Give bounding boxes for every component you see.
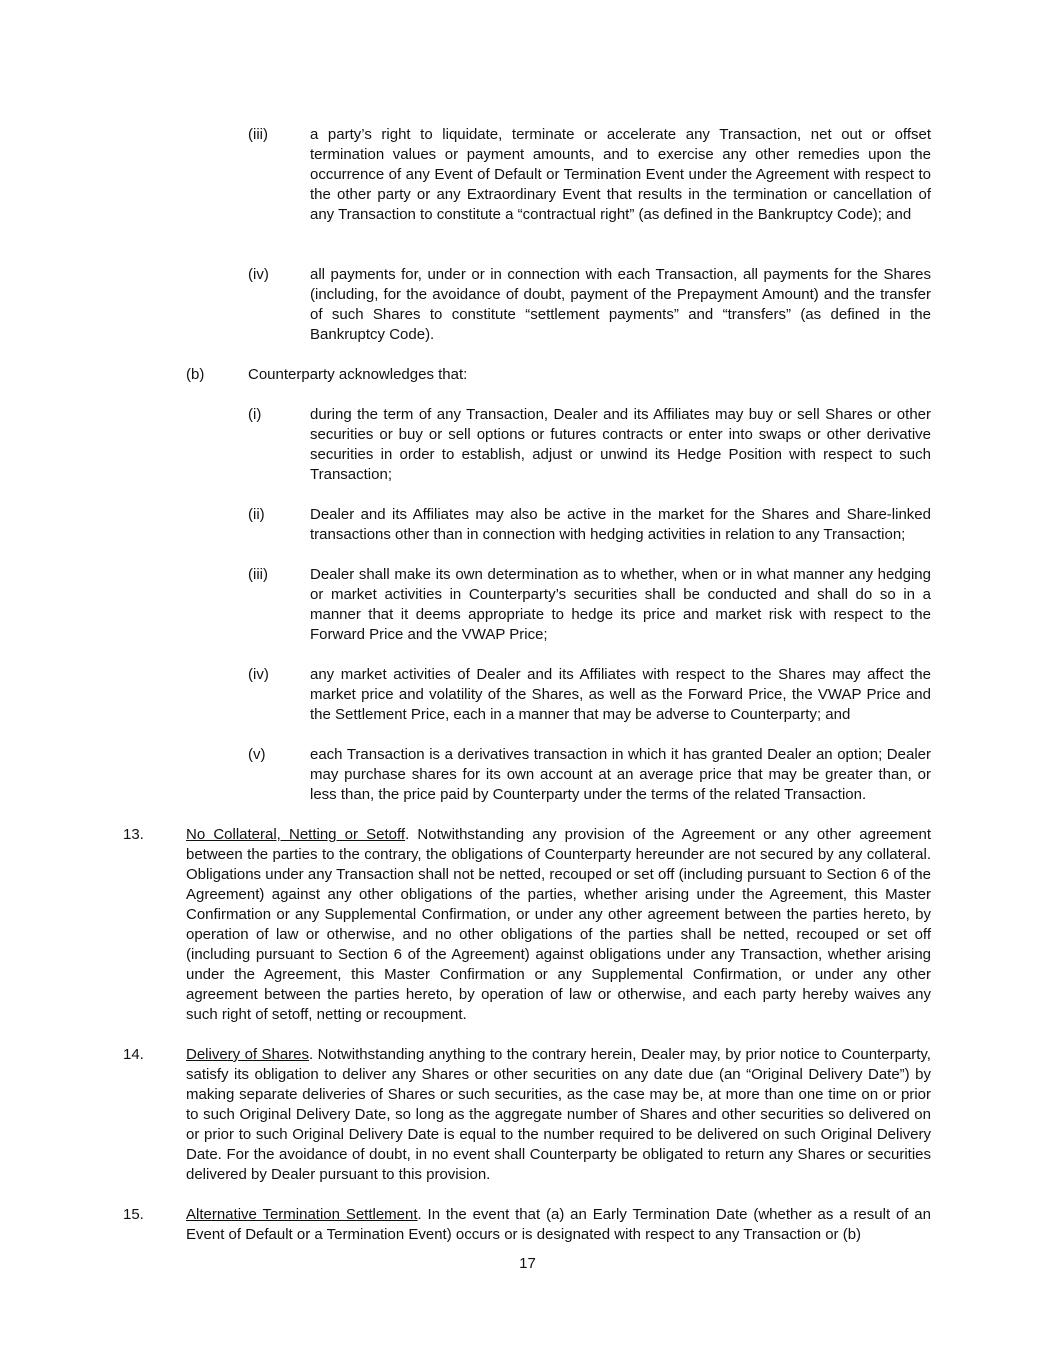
clause-12b-iii bbox=[248, 565, 931, 645]
clause-text: each Transaction is a derivatives transaction in which it has granted Dealer an option; Dealer may purchase shares for its own account at an average price that may be greater than, or less than, the price paid by Counterparty under the terms of the related Transaction. bbox=[310, 746, 931, 803]
clause-12b-iv bbox=[248, 665, 931, 725]
clause-text: Dealer and its Affiliates may also be active in the market for the Shares and Share-linked transactions other than in connection with hedging activities in relation to any Transaction; bbox=[310, 506, 931, 543]
clause-marker: (iii) bbox=[248, 126, 268, 143]
clause-12b-i bbox=[248, 405, 931, 485]
section-body-block bbox=[186, 1045, 931, 1185]
section-heading: Alternative Termination Settlement bbox=[186, 1206, 418, 1223]
clause-12b-v bbox=[248, 745, 931, 805]
clause-text: any market activities of Dealer and its Affiliates with respect to the Shares may affect the market price and volatility of the Shares, as well as the Forward Price, the VWAP Price and the Settlement Price, each in a manner that may be adverse to Counterparty; and bbox=[310, 666, 931, 723]
section-body-block bbox=[186, 1205, 931, 1245]
section-body: . Notwithstanding any provision of the Agreement or any other agreement between the parties to the contrary, the obligations of Counterparty hereunder are not secured by any collateral. Obligations under any Transaction shall not be netted, recouped or set off (including pursuant to Section 6 of the Agreement) against any other obligations of the parties, whether arising under the Agreement, this Master Confirmation or any Supplemental Confirmation, or under any other agreement between the parties hereto, by operation of law or otherwise, and no other obligations of the parties shall be netted, recouped or set off (including pursuant to Section 6 of the Agreement) against obligations under any Transaction, whether arising under the Agreement, this Master Confirmation or any Supplemental Confirmation, or under any other agreement between the parties hereto, by operation of law or otherwise, and each party hereby waives any such right of setoff, netting or recoupment. bbox=[186, 826, 931, 1023]
section-body: . In the event that (a) an Early Termination Date (whether as a result of an Event of Default or a Termination Event) occurs or is designated with respect to any Transaction or (b) bbox=[186, 1206, 931, 1243]
section-body-block bbox=[186, 825, 931, 1025]
clause-12a-iv bbox=[248, 265, 931, 345]
clause-12a-iii bbox=[248, 125, 931, 225]
clause-marker: (v) bbox=[248, 746, 266, 763]
section-heading: Delivery of Shares bbox=[186, 1046, 310, 1063]
section-number: 13. bbox=[123, 826, 144, 843]
section-body: . Notwithstanding anything to the contrary herein, Dealer may, by prior notice to Counterparty, satisfy its obligation to deliver any Shares or other securities on any date due (an “Original Delivery Date”) by making separate deliveries of Shares or such securities, as the case may be, at more than one time on or prior to such Original Delivery Date, so long as the aggregate number of Shares and other securities so delivered on or prior to such Original Delivery Date is equal to the number required to be delivered on such Original Delivery Date. For the avoidance of doubt, in no event shall Counterparty be obligated to return any Shares or securities delivered by Dealer pursuant to this provision. bbox=[186, 1046, 931, 1183]
clause-marker: (iii) bbox=[248, 566, 268, 583]
clause-marker: (iv) bbox=[248, 666, 269, 683]
section-number: 14. bbox=[123, 1046, 144, 1063]
section-number: 15. bbox=[123, 1206, 144, 1223]
clause-12b-ii bbox=[248, 505, 931, 545]
page-number: 17 bbox=[519, 1255, 536, 1272]
section-14 bbox=[123, 1045, 931, 1185]
section-heading: No Collateral, Netting or Setoff bbox=[186, 826, 406, 843]
clause-text: during the term of any Transaction, Dealer and its Affiliates may buy or sell Shares or other securities or buy or sell options or futures contracts or enter into swaps or other derivative securities in order to establish, adjust or unwind its Hedge Position with respect to such Transaction; bbox=[310, 406, 931, 483]
clause-marker: (ii) bbox=[248, 506, 265, 523]
clause-text: Dealer shall make its own determination as to whether, when or in what manner any hedging or market activities in Counterparty’s securities shall be conducted and shall do so in a manner that it deems appropriate to hedge its price and market risk with respect to the Forward Price and the VWAP Price; bbox=[310, 566, 931, 643]
clause-text: all payments for, under or in connection with each Transaction, all payments for the Shares (including, for the avoidance of doubt, payment of the Prepayment Amount) and the transfer of such Shares to constitute “settlement payments” and “transfers” (as defined in the Bankruptcy Code). bbox=[310, 266, 931, 343]
clause-text: a party’s right to liquidate, terminate or accelerate any Transaction, net out or offset termination values or payment amounts, and to exercise any other remedies upon the occurrence of any Event of Default or Termination Event under the Agreement with respect to the other party or any Extraordinary Event that results in the termination or cancellation of any Transaction to constitute a “contractual right” (as defined in the Bankruptcy Code); and bbox=[310, 126, 931, 223]
clause-intro: Counterparty acknowledges that: bbox=[248, 366, 468, 383]
section-15 bbox=[123, 1205, 931, 1245]
clause-marker: (b) bbox=[186, 366, 205, 383]
clause-12b bbox=[186, 365, 467, 385]
section-13 bbox=[123, 825, 931, 1025]
clause-marker: (iv) bbox=[248, 266, 269, 283]
clause-marker: (i) bbox=[248, 406, 262, 423]
